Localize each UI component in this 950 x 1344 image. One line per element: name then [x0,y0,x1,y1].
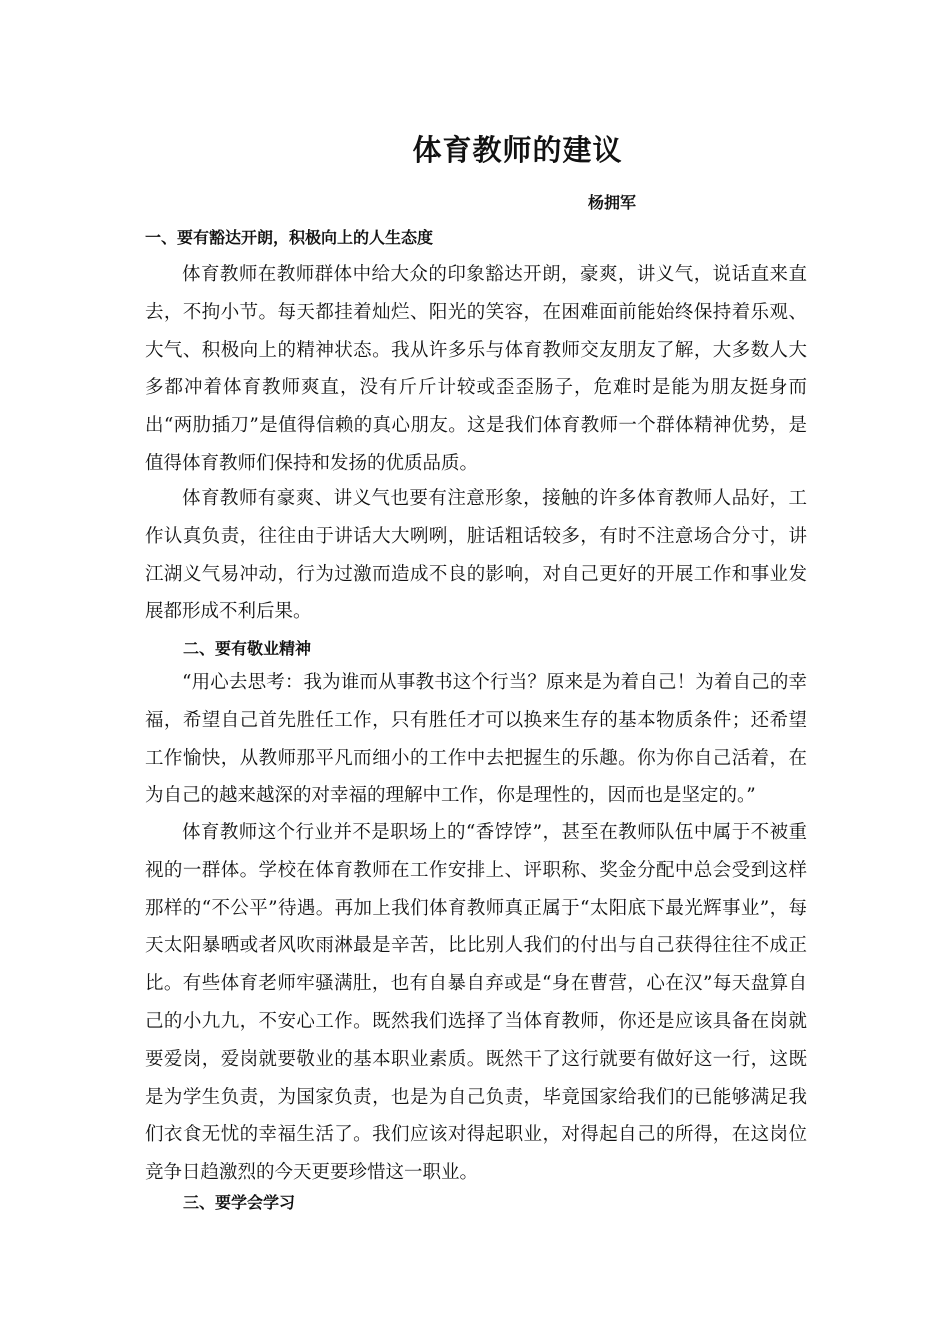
section-3-heading: 三、要学会学习 [183,1193,296,1212]
document-title: 体育教师的建议 [412,133,623,167]
section-1-paragraph-1: 体育教师在教师群体中给大众的印象豁达开朗，豪爽，讲义气，说话直来直去，不拘小节。每天都挂着灿烂、阳光的笑容，在困难面前能始终保持着乐观、大气、积极向上的精神状态。我从许多乐与体育教师交友朋友了解，大多数人大多都冲着体育教师爽直，没有斤斤计较或歪歪肠子，危难时是能为朋友挺身而出“两肋插刀”是值得信赖的真心朋友。这是我们体育教师一个群体精神优势，是值得体育教师们保持和发扬的优质品质。 [145,264,807,474]
section-1-heading: 一、要有豁达开朗，积极向上的人生态度 [145,228,434,247]
section-2-paragraph-2: 体育教师这个行业并不是职场上的“香饽饽”，甚至在教师队伍中属于不被重视的一群体。学校在体育教师在工作安排上、评职称、奖金分配中总会受到这样那样的“不公平”待遇。再加上我们体育教师真正属于“太阳底下最光辉事业”，每天太阳暴晒或者风吹雨淋最是辛苦，比比别人我们的付出与自己获得往往不成正比。有些体育老师牢骚满肚，也有自暴自弃或是“身在曹营，心在汉”每天盘算自己的小九九，不安心工作。既然我们选择了当体育教师，你还是应该具备在岗就要爱岗，爱岗就要敬业的基本职业素质。既然干了这行就要有做好这一行，这既是为学生负责，为国家负责，也是为自己负责，毕竟国家给我们的已能够满足我们衣食无忧的幸福生活了。我们应该对得起职业，对得起自己的所得，在这岗位竞争日趋激烈的今天更要珍惜这一职业。 [145,822,807,1184]
section-1-paragraph-2: 体育教师有豪爽、讲义气也要有注意形象，接触的许多体育教师人品好，工作认真负责，往往由于讲话大大咧咧，脏话粗话较多，有时不注意场合分寸，讲江湖义气易冲动，行为过激而造成不良的影响，对自己更好的开展工作和事业发展都形成不利后果。 [145,488,807,623]
author-name: 杨拥军 [588,193,637,212]
section-2-paragraph-1: “用心去思考：我为谁而从事教书这个行当？原来是为着自己！为着自己的幸福，希望自己首先胜任工作，只有胜任才可以换来生存的基本物质条件；还希望工作愉快，从教师那平凡而细小的工作中去把握生的乐趣。你为你自己活着，在为自己的越来越深的对幸福的理解中工作，你是理性的，因而也是坚定的。” [145,672,807,807]
section-2-heading: 二、要有敬业精神 [183,639,312,658]
